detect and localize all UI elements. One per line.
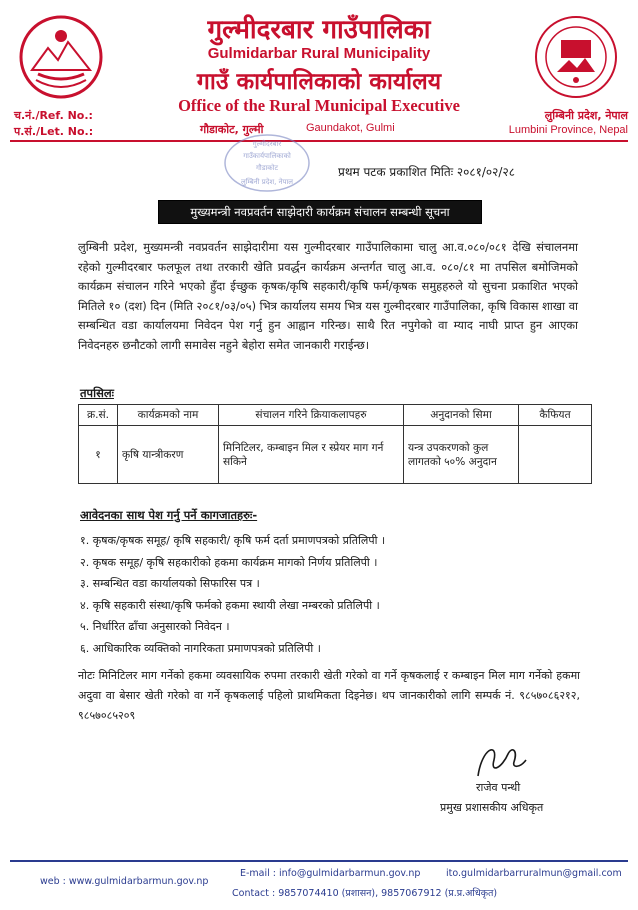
table-header-cell: संचालन गरिने क्रियाकलापहरु xyxy=(219,405,404,426)
notice-title: मुख्यमन्त्री नवप्रवर्तन साझेदारी कार्यक्रम संचालन सम्बन्धी सूचना xyxy=(158,200,482,224)
footer-web: web : www.gulmidarbarmun.gov.np xyxy=(40,876,209,887)
office-name-np: गाउँ कार्यपालिकाको कार्यालय xyxy=(196,69,442,95)
office-stamp xyxy=(222,132,312,194)
schedule-table xyxy=(78,404,592,484)
table-header-cell: क्र.सं. xyxy=(79,405,118,426)
municipality-name-en: Gulmidarbar Rural Municipality xyxy=(207,45,431,62)
province-en: Lumbini Province, Nepal xyxy=(508,124,628,136)
header-divider xyxy=(10,140,628,142)
stamp-line-1: गुल्मीदरबार xyxy=(252,140,282,148)
list-item: ४. कृषि सहकारी संस्था/कृषि फर्मको हकमा स्थायी लेखा नम्बरको प्रतिलिपी । xyxy=(80,598,380,612)
ref-no-label: च.नं./Ref. No.: xyxy=(14,109,93,122)
stamp-line-3: गौडाकोट xyxy=(255,164,279,172)
municipality-name-np: गुल्मीदरबार गाउँपालिका xyxy=(207,15,431,45)
first-published-date: प्रथम पटक प्रकाशित मितिः २०८१/०२/२८ xyxy=(338,165,515,179)
footer-contact: Contact : 9857074410 (प्रशासन), 9857067912 (प्र.प्र.अधिकृत) xyxy=(232,888,498,899)
note-paragraph: नोटः मिनिटिलर माग गर्नेको हकमा व्यवसायिक रुपमा तरकारी खेती गरेको वा गर्ने कृषकलाई र कम्बाइन मिल माग गर्नेको हकमा अदुवा वा बेसार खेती गरेको वा गर्ने कृषकलाई पहिलो प्राथमिकता दिइनेछ। थप जानकारीको लागि सम्पर्क नं. ९८५७०८६२१२, ९८५७०८५२०९ xyxy=(78,669,580,722)
signature-mark xyxy=(468,738,538,784)
office-name-en: Office of the Rural Municipal Executive xyxy=(178,96,460,115)
table-header-cell: अनुदानको सिमा xyxy=(404,405,519,426)
letter-no-label: प.सं./Let. No.: xyxy=(14,125,94,138)
table-cell: मिनिटिलर, कम्बाइन मिल र स्प्रेयर माग गर्न सकिने xyxy=(219,426,404,484)
address-en: Gaundakot, Gulmi xyxy=(306,122,395,134)
province-np: लुम्बिनी प्रदेश, नेपाल xyxy=(544,109,628,122)
address-np: गौडाकोट, गुल्मी xyxy=(200,123,264,136)
schedule-label: तपसिलः xyxy=(80,386,114,400)
list-item: ६. आधिकारिक व्यक्तिको नागरिकता प्रमाणपत्रको प्रतिलिपी । xyxy=(80,641,321,655)
table-header-row xyxy=(79,405,592,426)
footer-email: E-mail : info@gulmidarbarmun.gov.np xyxy=(240,868,421,879)
table-header-cell: कार्यक्रमको नाम xyxy=(118,405,219,426)
table-cell xyxy=(519,426,592,484)
table-cell: यन्त्र उपकरणको कुल लागतको ५०% अनुदान xyxy=(404,426,519,484)
signatory-name: राजेव पन्थी xyxy=(476,781,521,794)
table-header-cell: कैफियत xyxy=(519,405,592,426)
table-cell: कृषि यान्त्रीकरण xyxy=(118,426,219,484)
list-item: २. कृषक समूह/ कृषि सहकारीको हकमा कार्यक्रम मागको निर्णय प्रतिलिपी । xyxy=(80,555,378,569)
list-item: ५. निर्धारित ढाँचा अनुसारको निवेदन । xyxy=(80,620,230,633)
table-row xyxy=(79,426,592,484)
stamp-line-4: लुम्बिनी प्रदेश, नेपाल xyxy=(240,178,294,186)
list-item: १. कृषक/कृषक समूह/ कृषि सहकारी/ कृषि फर्म दर्ता प्रमाणपत्रको प्रतिलिपी । xyxy=(80,534,386,547)
table-cell: १ xyxy=(79,426,118,484)
footer-divider xyxy=(10,860,628,862)
footer-email-2: ito.gulmidarbarruralmun@gmail.com xyxy=(446,868,622,879)
body-paragraph: लुम्बिनी प्रदेश, मुख्यमन्त्री नवप्रवर्तन साझेदारीमा यस गुल्मीदरबार गाउँपालिकामा चालु आ.व.०८०/०८१ देखि संचालनमा रहेको गुल्मीदरबार फलफूल तथा तरकारी खेति प्रवर्द्धन कार्यक्रम अन्तर्गत चालु आ.व. ०८०/८१ मा तपसिल बमोजिमको कार्यक्रम संचालन गरिने भएको हुँदा ईच्छुक कृषक/कृषि सहकारी/कृषि फर्म/कृषक समुहहरुले यो सुचना प्रकाशित भएको मितिले १० (दश) दिन (मिति २०८१/०३/०५) भित्र कार्यालय समय भित्र यस गुल्मीदरबार गाउँपालिका, कृषि विकास शाखा वा सम्बन्धित वडा कार्यालयमा निवेदन पेश गर्नु हुन आह्वान गरिन्छ। साथै रित नपुगेको वा म्याद नाघी प्राप्त हुन आएका निवेदनहरु छनौटको लागी समावेस नहुने बेहोरा समेत जानकारी गराईन्छ। xyxy=(78,240,578,352)
documents-list xyxy=(80,530,580,659)
list-item: ३. सम्बन्धित वडा कार्यालयको सिफारिस पत्र । xyxy=(80,577,260,590)
stamp-line-2: गाउँकार्यपालिकाको xyxy=(243,152,291,160)
signatory-designation: प्रमुख प्रशासकीय अधिकृत xyxy=(440,801,544,814)
documents-heading: आवेदनका साथ पेश गर्नु पर्ने कागजातहरुः- xyxy=(80,508,258,522)
